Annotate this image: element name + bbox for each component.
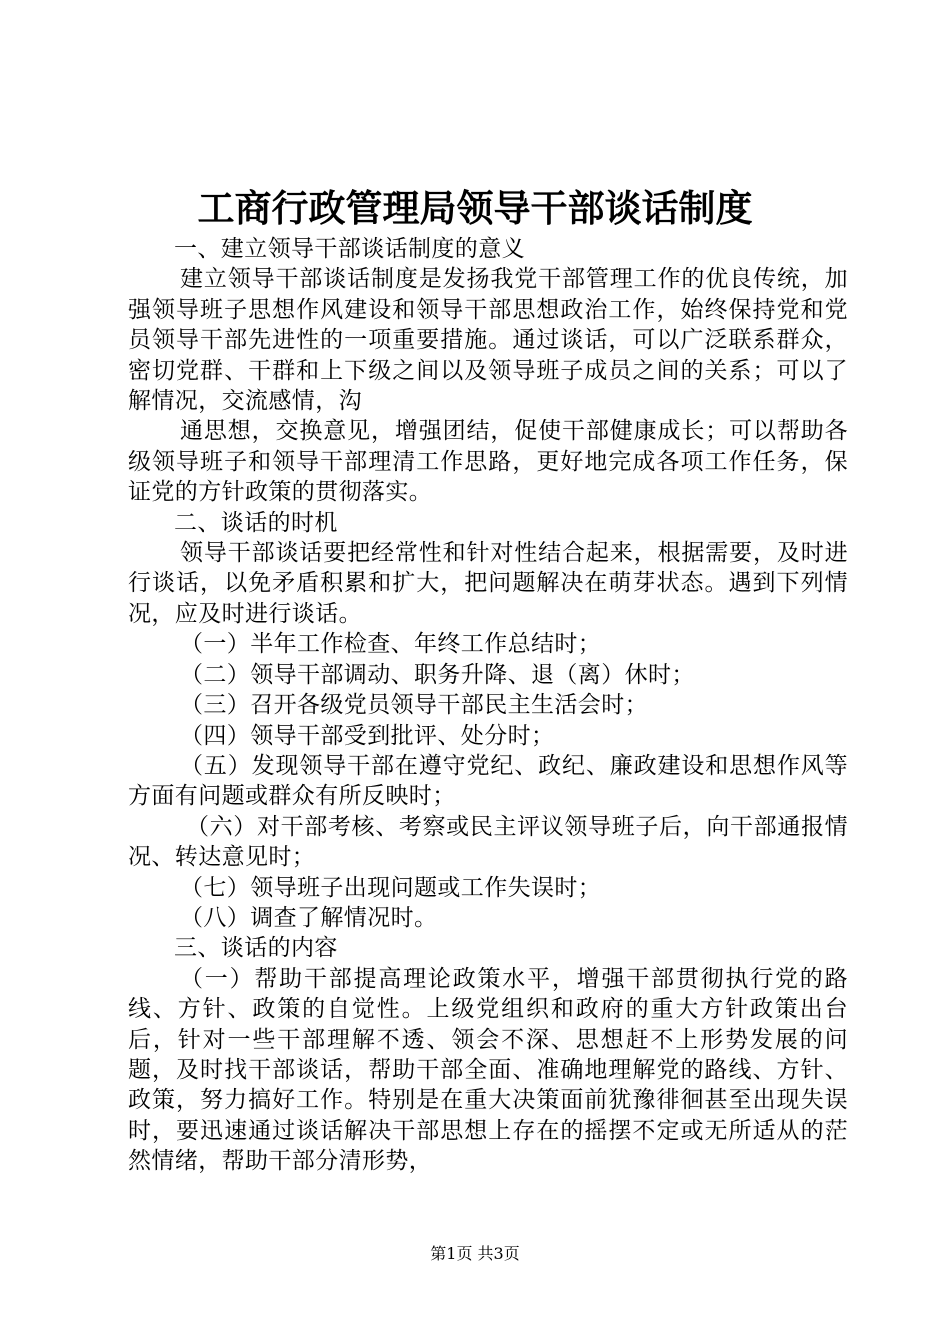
paragraph: 建立领导干部谈话制度是发扬我党干部管理工作的优良传统，加强领导班子思想作风建设和领导干部思想政治工作，始终保持党和党员领导干部先进性的一项重要措施。通过谈话，可以广泛联系群众，密切党群、干群和上下级之间以及领导班子成员之间的关系；可以了解情况，交流感情，沟 bbox=[128, 266, 848, 415]
list-item: （四）领导干部受到批评、处分时； bbox=[180, 722, 555, 749]
section-heading: 二、谈话的时机 bbox=[174, 509, 338, 536]
paragraph: 领导干部谈话要把经常性和针对性结合起来，根据需要，及时进行谈话，以免矛盾积累和扩大，把问题解决在萌芽状态。遇到下列情况，应及时进行谈话。 bbox=[128, 540, 848, 627]
list-item: （一）半年工作检查、年终工作总结时； bbox=[180, 631, 602, 658]
paragraph: （一）帮助干部提高理论政策水平，增强干部贯彻执行党的路线、方针、政策的自觉性。上级党组织和政府的重大方针政策出台后，针对一些干部理解不透、领会不深、思想赶不上形势发展的问题，及时找干部谈话，帮助干部全面、准确地理解党的路线、方针、政策，努力搞好工作。特别是在重大决策面前犹豫徘徊甚至出现失误时，要迅速通过谈话解决干部思想上存在的摇摆不定或无所适从的茫然情绪，帮助干部分清形势， bbox=[128, 965, 848, 1175]
list-item: （八）调查了解情况时。 bbox=[180, 904, 438, 931]
list-item: （二）领导干部调动、职务升降、退（离）休时； bbox=[180, 661, 695, 688]
section-heading: 三、谈话的内容 bbox=[174, 935, 338, 962]
list-item: （七）领导班子出现问题或工作失误时； bbox=[180, 874, 602, 901]
page-footer: 第1页 共3页 bbox=[430, 1244, 520, 1263]
list-item: （三）召开各级党员领导干部民主生活会时； bbox=[180, 692, 648, 719]
section-heading: 一、建立领导干部谈话制度的意义 bbox=[174, 236, 525, 262]
document-title: 工商行政管理局领导干部谈话制度 bbox=[197, 186, 753, 230]
list-item: （五）发现领导干部在遵守党纪、政纪、廉政建设和思想作风等方面有问题或群众有所反映时； bbox=[128, 752, 848, 810]
list-item: （六）对干部考核、考察或民主评议领导班子后，向干部通报情况、转达意见时； bbox=[128, 813, 848, 871]
paragraph: 通思想，交换意见，增强团结，促使干部健康成长；可以帮助各级领导班子和领导干部理清工作思路，更好地完成各项工作任务，保证党的方针政策的贯彻落实。 bbox=[128, 418, 848, 506]
document-body bbox=[128, 234, 848, 1177]
